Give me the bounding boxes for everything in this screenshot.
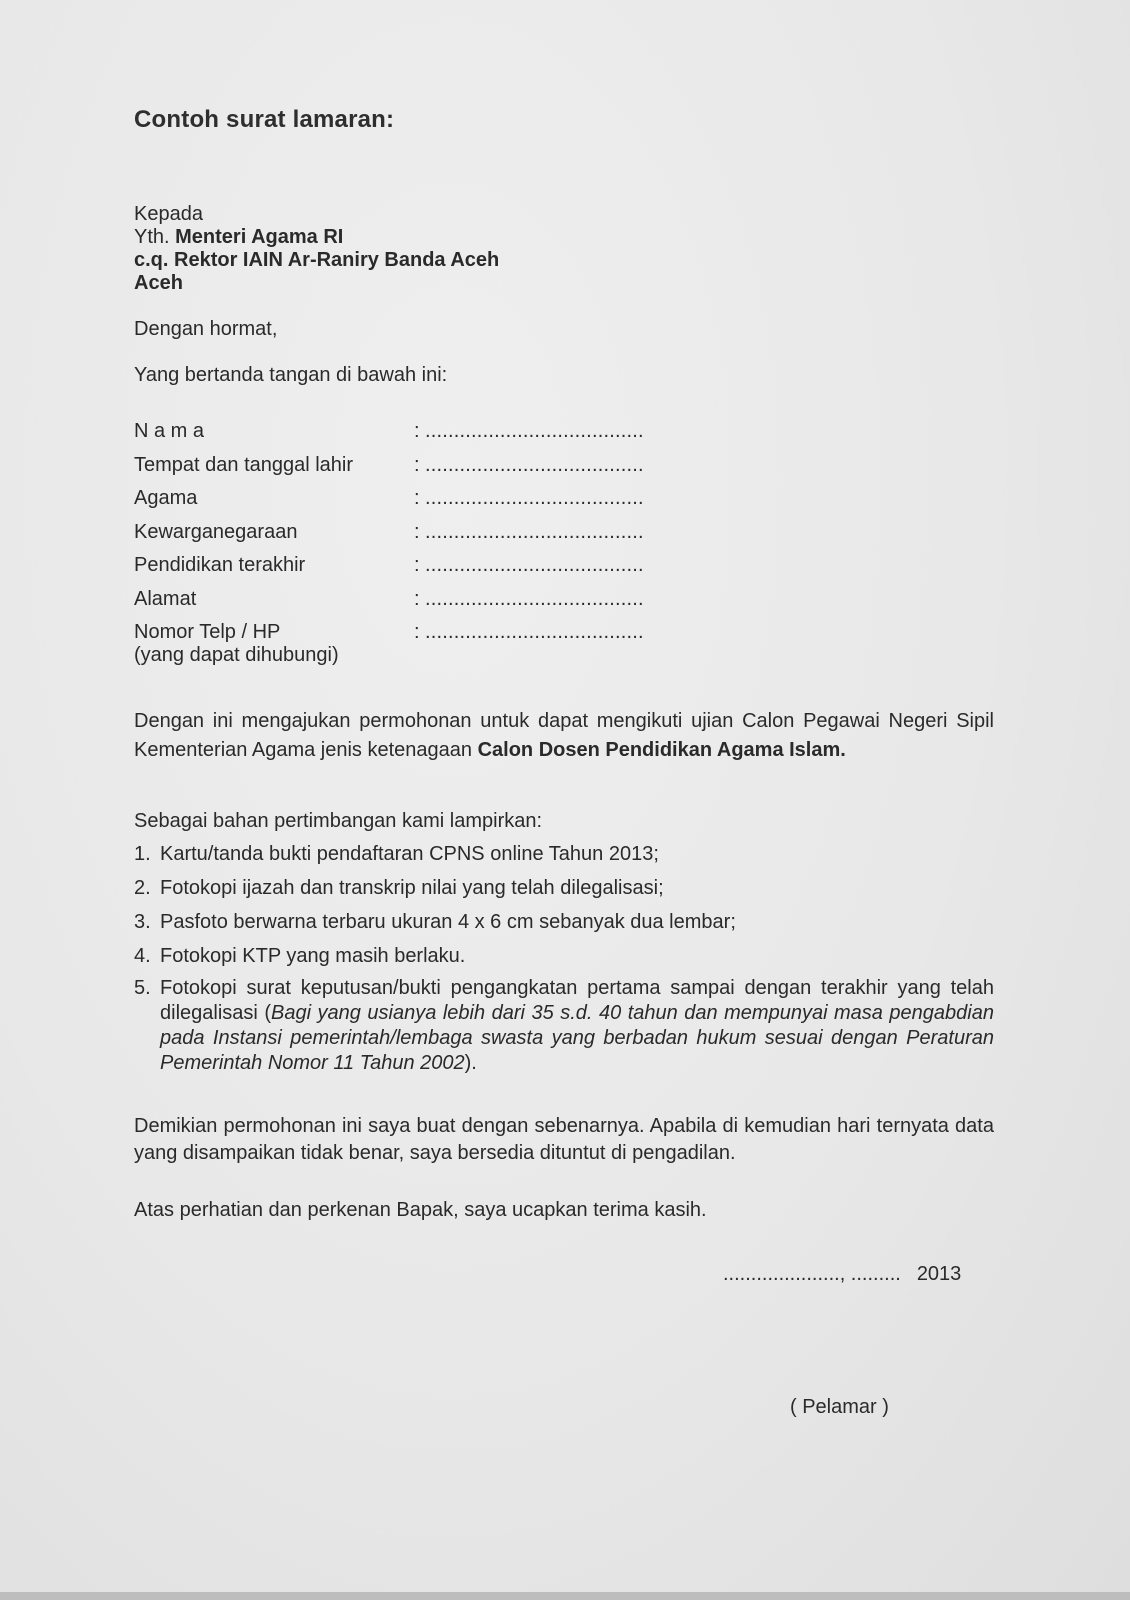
address-line-2: [134, 226, 499, 249]
list-italic-note: Bagi yang usianya lebih dari 35 s.d. 40 tahun dan mempunyai masa pengabdian pada Instansi pemerintah/lembaga swasta yang berbadan hukum sesuai dengan Peraturan Pemerintah Nomor 11 Tahun 2002: [160, 1002, 994, 1074]
address-prefix: Yth.: [134, 226, 170, 248]
field-blank: ......................................: [425, 520, 644, 543]
address-city: Aceh: [134, 272, 183, 294]
application-text: Dengan ini mengajukan permohonan untuk dapat mengikuti ujian Calon Pegawai Negeri Sipil Kementerian Agama jenis ketenagaan: [134, 710, 994, 761]
list-number: 2.: [134, 877, 151, 899]
field-blank: ......................................: [425, 621, 644, 643]
field-blank: ......................................: [425, 487, 644, 509]
list-text: Kartu/tanda bukti pendaftaran CPNS online Tahun 2013;: [160, 843, 659, 865]
field-label-kewarganegaraan: Kewarganegaraan: [134, 520, 298, 543]
position-name: Calon Dosen Pendidikan Agama Islam.: [477, 739, 846, 761]
field-label-telp: [134, 621, 339, 667]
list-text: Fotokopi ijazah dan transkrip nilai yang telah dilegalisasi;: [160, 877, 664, 899]
field-colon: :: [414, 420, 420, 442]
list-text-end: ).: [464, 1052, 477, 1074]
field-colon: :: [414, 554, 420, 576]
field-blank: ......................................: [425, 554, 644, 576]
address-cq: c.q. Rektor IAIN Ar-Raniry Banda Aceh: [134, 249, 500, 271]
address-line-3: [134, 249, 499, 272]
greeting: Dengan hormat,: [134, 318, 278, 340]
field-blank: ......................................: [425, 453, 644, 476]
address-recipient: Menteri Agama RI: [175, 226, 344, 248]
field-colon: :: [414, 621, 420, 643]
application-paragraph: [134, 707, 994, 765]
list-item: [134, 942, 994, 970]
list-text: Fotokopi surat keputusan/bukti pengangkatan pertama sampai dengan terakhir yang telah dilegalisasi (: [160, 977, 994, 1024]
field-colon: :: [414, 453, 420, 476]
address-line-1: Kepada: [134, 203, 203, 225]
field-blank: ......................................: [425, 420, 644, 442]
date-year: 2013: [916, 1263, 962, 1285]
thanks-paragraph: Atas perhatian dan perkenan Bapak, saya ucapkan terima kasih.: [134, 1199, 707, 1221]
list-number: 4.: [134, 945, 151, 967]
field-label-ttl: Tempat dan tanggal lahir: [134, 453, 354, 476]
list-number: 5.: [134, 977, 151, 999]
address-line-4: [134, 272, 499, 295]
list-number: 1.: [134, 843, 151, 865]
closing-paragraph: Demikian permohonan ini saya buat dengan sebenarnya. Apabila di kemudian hari ternyata data yang disampaikan tidak benar, saya bersedia dituntut di pengadilan.: [134, 1115, 994, 1164]
field-colon: :: [414, 587, 420, 610]
list-text: Fotokopi KTP yang masih berlaku.: [160, 945, 466, 967]
list-item: [134, 874, 994, 902]
date-blank: ....................., .........: [723, 1263, 901, 1285]
list-item: [134, 908, 994, 936]
field-label-telp-note: (yang dapat dihubungi): [134, 644, 339, 666]
field-colon: :: [414, 520, 420, 543]
list-item: [134, 840, 994, 868]
field-label-telp-text: Nomor Telp / HP: [134, 621, 281, 643]
date-line: [723, 1263, 961, 1286]
field-blank: ......................................: [425, 587, 644, 610]
attachments-intro: Sebagai bahan pertimbangan kami lampirkan:: [134, 810, 543, 832]
field-colon: :: [414, 487, 420, 509]
recipient-address: [134, 203, 499, 295]
list-item: [134, 976, 994, 1076]
intro-text: Yang bertanda tangan di bawah ini:: [134, 364, 448, 386]
page-title: Contoh surat lamaran:: [134, 106, 395, 133]
field-label-nama: N a m a: [134, 420, 205, 442]
list-number: 3.: [134, 911, 151, 933]
signature-label: ( Pelamar ): [790, 1396, 889, 1418]
attachments-list: [134, 840, 994, 1082]
field-label-alamat: Alamat: [134, 587, 197, 610]
field-label-pendidikan: Pendidikan terakhir: [134, 554, 306, 576]
field-label-agama: Agama: [134, 487, 198, 509]
list-text: Pasfoto berwarna terbaru ukuran 4 x 6 cm sebanyak dua lembar;: [160, 911, 736, 933]
